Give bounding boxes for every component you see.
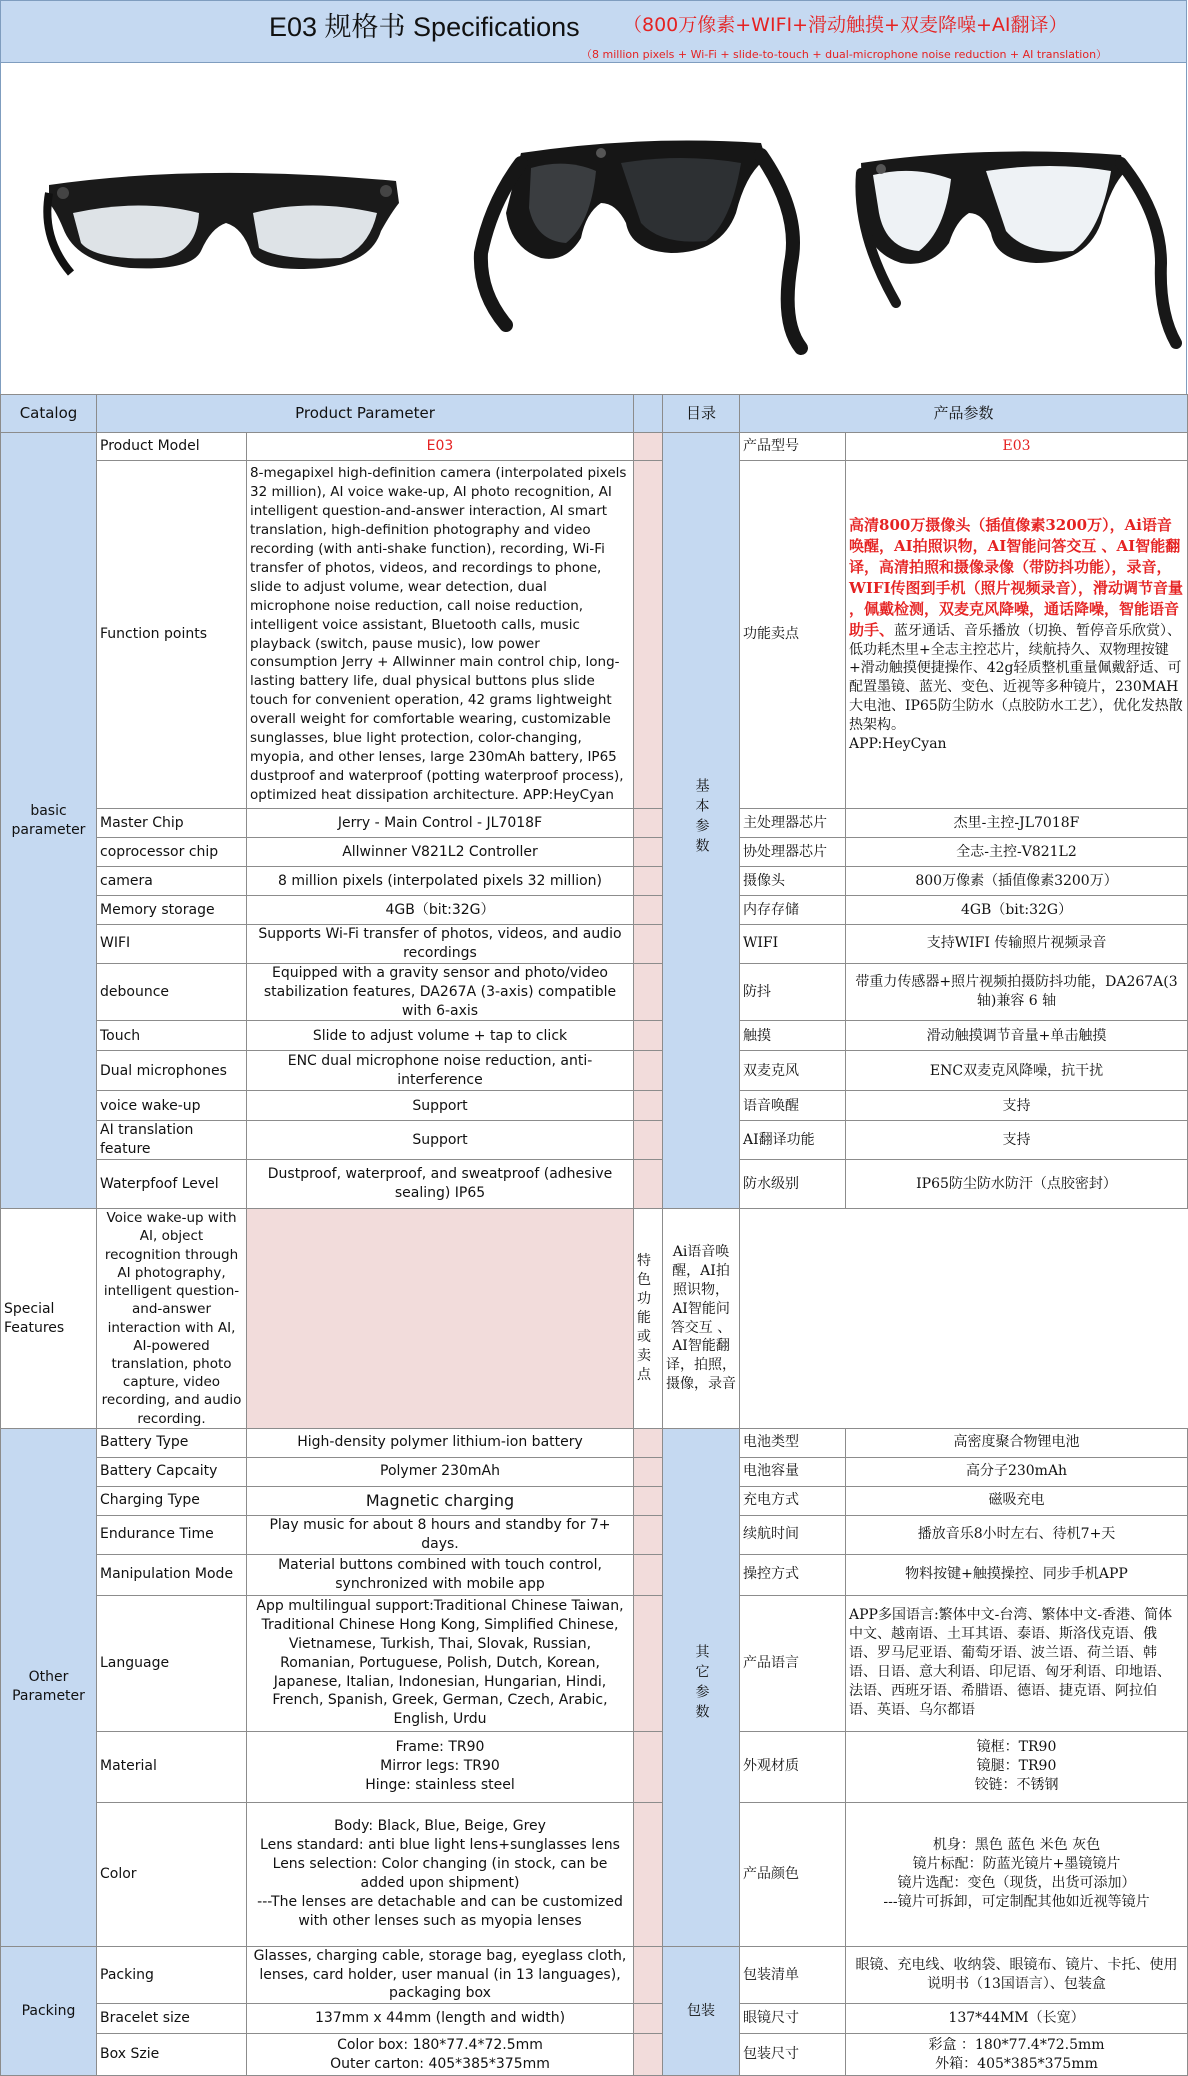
- row-name: Color: [97, 1802, 247, 1946]
- table-header-row: [1, 395, 1188, 433]
- glasses-angled-view-image: [481, 141, 801, 348]
- row-value-cn: 高密度聚合物锂电池: [846, 1428, 1188, 1457]
- row-value: App multilingual support:Traditional Chinese Taiwan, Traditional Chinese Hong Kong, Simplified Chinese, Vietnamese, Turkish, Thai, Slovak, Russian, Romanian, Portuguese, Polish, Dutch, Korean, Japanese, Italian, Indonesian, Hungarian, Hindi, French, Spanish, Greek, German, Czech, Arabic, English, Urdu: [247, 1595, 634, 1731]
- row-name: AI translation feature: [97, 1121, 247, 1160]
- section-other: Other Parameter: [1, 1428, 97, 1946]
- row-value-cn: 杰里-主控-JL7018F: [846, 809, 1188, 838]
- row-name: Product Model: [97, 433, 247, 461]
- row-name: Battery Capcaity: [97, 1457, 247, 1486]
- row-name: Endurance Time: [97, 1515, 247, 1554]
- row-value: Support: [247, 1091, 634, 1121]
- spec-table: [0, 394, 1188, 2076]
- row-name: Memory storage: [97, 896, 247, 925]
- table-row: [1, 896, 1188, 925]
- row-value: Magnetic charging: [247, 1486, 634, 1515]
- table-row: [1, 1457, 1188, 1486]
- row-value-cn: 4GB（bit:32G）: [846, 896, 1188, 925]
- table-row: [1, 1121, 1188, 1160]
- table-row: [1, 1021, 1188, 1051]
- row-value-cn: E03: [846, 433, 1188, 461]
- row-value: ENC dual microphone noise reduction, anti-interference: [247, 1051, 634, 1091]
- row-name-cn: AI翻译功能: [740, 1121, 846, 1160]
- row-name-cn: 双麦克风: [740, 1051, 846, 1091]
- row-name: coprocessor chip: [97, 838, 247, 867]
- row-value: Polymer 230mAh: [247, 1457, 634, 1486]
- row-name-cn: 眼镜尺寸: [740, 2004, 846, 2034]
- row-name: Language: [97, 1595, 247, 1731]
- header-product-parameter-cn: 产品参数: [740, 395, 1188, 433]
- row-value: Play music for about 8 hours and standby for 7+ days.: [247, 1515, 634, 1554]
- row-value: Glasses, charging cable, storage bag, eyeglass cloth, lenses, card holder, user manual (in 13 languages), packaging box: [247, 1946, 634, 2004]
- row-value: Allwinner V821L2 Controller: [247, 838, 634, 867]
- header-title-cn: （800万像素+WIFI+滑动触摸+双麦降噪+AI翻译）: [623, 14, 1068, 36]
- table-row: [1, 1595, 1188, 1731]
- header-catalog: Catalog: [1, 395, 97, 433]
- row-name: debounce: [97, 963, 247, 1021]
- section-basic-cn: 基本参数: [663, 433, 740, 1209]
- row-value: Support: [247, 1121, 634, 1160]
- table-row: [1, 1486, 1188, 1515]
- table-row: [1, 433, 1188, 461]
- table-row: [1, 1091, 1188, 1121]
- row-name-cn: 产品型号: [740, 433, 846, 461]
- row-name: Master Chip: [97, 809, 247, 838]
- row-name-cn: 防水级别: [740, 1160, 846, 1209]
- row-value-cn: 彩盒 ：180*77.4*72.5mm 外箱：405*385*375mm: [846, 2034, 1188, 2076]
- row-value: Body: Black, Blue, Beige, Grey Lens standard: anti blue light lens+sunglasses lens Lens selection: Color changing (in stock, can be added upon shipment) ---The lenses are detachable and can be customized with other lenses such as myopia lenses: [247, 1802, 634, 1946]
- row-value-cn: 磁吸充电: [846, 1486, 1188, 1515]
- row-value-cn: 137*44MM（长宽）: [846, 2004, 1188, 2034]
- row-value: Frame: TR90 Mirror legs: TR90 Hinge: stainless steel: [247, 1731, 634, 1802]
- table-row: [1, 2034, 1188, 2076]
- row-name-cn: 外观材质: [740, 1731, 846, 1802]
- row-name-cn: 特色功能或卖点: [634, 1209, 663, 1429]
- row-name-cn: 产品语言: [740, 1595, 846, 1731]
- row-name-cn: 包装尺寸: [740, 2034, 846, 2076]
- table-row: [1, 1051, 1188, 1091]
- table-row: [1, 925, 1188, 964]
- row-name: Special Features: [1, 1209, 97, 1429]
- row-value: High-density polymer lithium-ion battery: [247, 1428, 634, 1457]
- table-row: [1, 1802, 1188, 1946]
- row-name-cn: 续航时间: [740, 1515, 846, 1554]
- row-value-cn: 镜框：TR90 镜腿：TR90 铰链：不锈钢: [846, 1731, 1188, 1802]
- row-value: 137mm x 44mm (length and width): [247, 2004, 634, 2034]
- row-value-cn: Ai语音唤醒，AI拍照识物，AI智能问答交互 、AI智能翻译，拍照，摄像，录音: [663, 1209, 740, 1429]
- row-name-cn: 内存存储: [740, 896, 846, 925]
- row-value: Slide to adjust volume + tap to click: [247, 1021, 634, 1051]
- row-name: Function points: [97, 461, 247, 809]
- row-value: 8 million pixels (interpolated pixels 32 million): [247, 867, 634, 896]
- row-name: Dual microphones: [97, 1051, 247, 1091]
- row-value-cn: 机身：黑色 蓝色 米色 灰色 镜片标配：防蓝光镜片+墨镜镜片 镜片选配：变色（现货，出货可添加） ---镜片可拆卸，可定制配其他如近视等镜片: [846, 1802, 1188, 1946]
- row-value-cn: IP65防尘防水防汗（点胶密封）: [846, 1160, 1188, 1209]
- table-row: [1, 461, 1188, 809]
- row-name-cn: 摄像头: [740, 867, 846, 896]
- row-name-cn: 主处理器芯片: [740, 809, 846, 838]
- glasses-three-quarter-view-image: [860, 151, 1176, 343]
- section-packing: Packing: [1, 1946, 97, 2076]
- row-name-cn: WIFI: [740, 925, 846, 964]
- row-value: Voice wake-up with AI, object recognition through AI photography, intelligent question-and-answer interaction with AI, AI-powered translation, photo capture, video recording, and audio recording.: [97, 1209, 247, 1429]
- row-name: Box Szie: [97, 2034, 247, 2076]
- row-name: WIFI: [97, 925, 247, 964]
- table-row: [1, 809, 1188, 838]
- header-catalog-cn: 目录: [663, 395, 740, 433]
- row-name: Battery Type: [97, 1428, 247, 1457]
- row-value: Dustproof, waterproof, and sweatproof (adhesive sealing) IP65: [247, 1160, 634, 1209]
- row-name-cn: 产品颜色: [740, 1802, 846, 1946]
- row-value: Equipped with a gravity sensor and photo/video stabilization features, DA267A (3-axis) compatible with 6-axis: [247, 963, 634, 1021]
- table-row: [1, 1731, 1188, 1802]
- row-name-cn: 包装清单: [740, 1946, 846, 2004]
- row-name: Charging Type: [97, 1486, 247, 1515]
- row-value-cn: 全志-主控-V821L2: [846, 838, 1188, 867]
- table-row: [1, 1515, 1188, 1554]
- header-subtitle: （8 million pixels + Wi-Fi + slide-to-touch + dual-microphone noise reduction + AI translation）: [581, 48, 1108, 61]
- row-name-cn: 协处理器芯片: [740, 838, 846, 867]
- row-name: Waterpfoof Level: [97, 1160, 247, 1209]
- row-value-cn: 眼镜、充电线、收纳袋、眼镜布、镜片、卡托、使用说明书（13国语言）、包装盒: [846, 1946, 1188, 2004]
- row-value-cn: 滑动触摸调节音量+单击触摸: [846, 1021, 1188, 1051]
- row-value-cn: ENC双麦克风降噪，抗干扰: [846, 1051, 1188, 1091]
- row-name: camera: [97, 867, 247, 896]
- row-name: Manipulation Mode: [97, 1554, 247, 1595]
- header-product-parameter: Product Parameter: [97, 395, 634, 433]
- row-name: voice wake-up: [97, 1091, 247, 1121]
- table-row: [1, 838, 1188, 867]
- row-value-cn: 800万像素（插值像素3200万）: [846, 867, 1188, 896]
- row-value: Supports Wi-Fi transfer of photos, videos, and audio recordings: [247, 925, 634, 964]
- section-other-cn: 其它参数: [663, 1428, 740, 1946]
- table-row: [1, 1209, 1188, 1429]
- section-basic: basic parameter: [1, 433, 97, 1209]
- row-name-cn: 语音唤醒: [740, 1091, 846, 1121]
- row-value-cn: APP多国语言:繁体中文-台湾、繁体中文-香港、简体中文、越南语、土耳其语、泰语、斯洛伐克语、俄语、罗马尼亚语、葡萄牙语、波兰语、荷兰语、韩语、日语、意大利语、印尼语、匈牙利语、印地语、法语、西班牙语、希腊语、德语、捷克语、阿拉伯语、英语、乌尔都语: [846, 1595, 1188, 1731]
- row-name-cn: 电池容量: [740, 1457, 846, 1486]
- glasses-front-view-image: [47, 173, 399, 273]
- product-photos: [0, 63, 1187, 394]
- row-value: 8-megapixel high-definition camera (interpolated pixels 32 million), AI voice wake-up, AI photo recognition, AI intelligent question-and-answer interaction, AI smart translation, high-definition photography and video recording (with anti-shake function), recording, Wi-Fi transfer of photos, videos, and recordings to phone, slide to adjust volume, wear detection, dual microphone noise reduction, call noise reduction, intelligent voice assistant, Bluetooth calls, music playback (switch, pause music), low power consumption Jerry + Allwinner main control chip, long-lasting battery life, dual physical buttons plus slide touch for convenient operation, 42 grams lightweight overall weight for comfortable wearing, customizable sunglasses, blue light protection, color-changing, myopia, and other lenses, large 230mAh battery, IP65 dustproof and waterproof (potting waterproof process), optimized heat dissipation architecture. APP:HeyCyan: [247, 461, 634, 809]
- section-packing-cn: 包装: [663, 1946, 740, 2076]
- row-value-cn: 高分子230mAh: [846, 1457, 1188, 1486]
- row-name-cn: 防抖: [740, 963, 846, 1021]
- table-row: [1, 1946, 1188, 2004]
- table-row: [1, 2004, 1188, 2034]
- row-name: Packing: [97, 1946, 247, 2004]
- row-value-cn: 支持: [846, 1121, 1188, 1160]
- row-value-cn: 支持: [846, 1091, 1188, 1121]
- row-name-cn: 功能卖点: [740, 461, 846, 809]
- row-name-cn: 电池类型: [740, 1428, 846, 1457]
- table-row: [1, 963, 1188, 1021]
- spec-header: [0, 0, 1187, 63]
- table-row: [1, 867, 1188, 896]
- header-title: E03 规格书 Specifications: [269, 12, 580, 42]
- row-name: Bracelet size: [97, 2004, 247, 2034]
- row-value-cn: 物料按键+触摸操控、同步手机APP: [846, 1554, 1188, 1595]
- row-name-cn: 触摸: [740, 1021, 846, 1051]
- row-value-cn: 播放音乐8小时左右、待机7+天: [846, 1515, 1188, 1554]
- row-name-cn: 充电方式: [740, 1486, 846, 1515]
- row-name: Material: [97, 1731, 247, 1802]
- row-value-cn: 支持WIFI 传输照片视频录音: [846, 925, 1188, 964]
- row-value: Color box: 180*77.4*72.5mm Outer carton: 405*385*375mm: [247, 2034, 634, 2076]
- table-row: [1, 1428, 1188, 1457]
- table-row: [1, 1554, 1188, 1595]
- row-value-cn: 带重力传感器+照片视频拍摄防抖功能，DA267A(3 轴)兼容 6 轴: [846, 963, 1188, 1021]
- row-value-cn: 高清800万摄像头（插值像素3200万），Ai语音唤醒，AI拍照识物，AI智能问答交互 、AI智能翻译，高清拍照和摄像录像（带防抖功能），录音，WIFI传图到手机（照片视频录音），滑动调节音量 ，佩戴检测，双麦克风降噪，通话降噪，智能语音助手、蓝牙通话、音乐播放（切换、暂停音乐欣赏）、低功耗杰里+全志主控芯片，续航持久、双物理按键+滑动触摸便捷操作、42g轻质整机重量佩戴舒适、可配置墨镜、蓝光、变色、近视等多种镜片，230MAH大电池、IP65防尘防水（点胶防水工艺），优化发热散热架构。 APP:HeyCyan: [846, 461, 1188, 809]
- table-row: [1, 1160, 1188, 1209]
- row-name-cn: 操控方式: [740, 1554, 846, 1595]
- row-name: Touch: [97, 1021, 247, 1051]
- row-value: 4GB（bit:32G）: [247, 896, 634, 925]
- row-value: Material buttons combined with touch control, synchronized with mobile app: [247, 1554, 634, 1595]
- row-value: E03: [247, 433, 634, 461]
- row-value: Jerry - Main Control - JL7018F: [247, 809, 634, 838]
